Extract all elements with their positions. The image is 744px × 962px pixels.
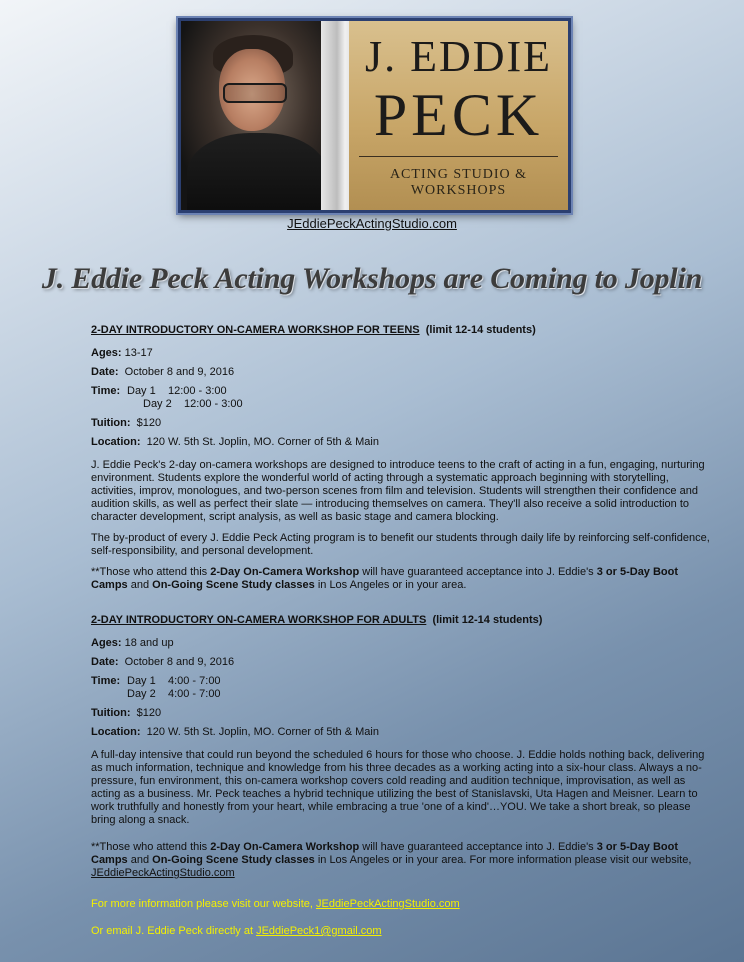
adults-note-scene-study: On-Going Scene Study classes [152, 854, 315, 866]
teens-note [91, 566, 711, 592]
teens-day2: Day 2 12:00 - 3:00 [143, 398, 243, 410]
logo-divider [359, 156, 558, 157]
adults-ages-value: 18 and up [124, 637, 174, 649]
teens-note-mid1: will have guaranteed acceptance into J. Eddie's [359, 566, 597, 578]
teens-location-value: 120 W. 5th St. Joplin, MO. Corner of 5th & Main [146, 436, 379, 448]
teens-time [91, 385, 711, 411]
portrait-glasses [223, 83, 287, 103]
teens-note-scene-study: On-Going Scene Study classes [152, 579, 315, 591]
adults-note-mid2: and [127, 854, 153, 866]
adults-tuition [91, 707, 711, 720]
adults-location-value: 120 W. 5th St. Joplin, MO. Corner of 5th & Main [146, 726, 379, 738]
teens-description: J. Eddie Peck's 2-day on-camera workshops are designed to introduce teens to the craft of acting in a fun, engaging, nurturing environment. Students explore the wonderful world of acting through a systematic approach beginning with storytelling, activities, improv, monologues, and two-person scenes from film and television. Students will strengthen their confidence and audition skills, as well as perfect their slate — introducing themselves on camera. They'll also receive a solid introduction to character development, script analysis, as well as basic stage and camera blocking. [91, 459, 705, 523]
footer-info [91, 898, 711, 911]
adults-ages-label: Ages: [91, 637, 122, 649]
teens-note-mid2: and [127, 579, 153, 591]
adults-note-post: in Los Angeles or in your area. For more information please visit our website, [314, 854, 692, 866]
teens-date [91, 366, 711, 379]
teens-ages [91, 347, 711, 360]
logo-line-1: J. EDDIE [364, 32, 553, 81]
adults-note-website-link[interactable]: JEddiePeckActingStudio.com [91, 867, 235, 879]
teens-ages-label: Ages: [91, 347, 122, 359]
portrait-photo [181, 21, 326, 210]
teens-time-label: Time: [91, 385, 121, 397]
teens-ages-value: 13-17 [124, 347, 153, 359]
adults-date-label: Date: [91, 656, 119, 668]
teens-location-label: Location: [91, 436, 141, 448]
teens-section-title [91, 324, 711, 337]
page-headline: J. Eddie Peck Acting Workshops are Coming to Joplin [41, 262, 703, 295]
adults-date [91, 656, 711, 669]
studio-logo [349, 21, 568, 210]
footer-website-link[interactable]: JEddiePeckActingStudio.com [315, 898, 460, 910]
adults-note-bootcamps: 3 or 5-Day Boot Camps [91, 841, 679, 866]
teens-note-post: in Los Angeles or in your area. [314, 579, 467, 591]
teens-date-label: Date: [91, 366, 119, 378]
portrait-shirt [187, 133, 327, 213]
adults-title-text: 2-DAY INTRODUCTORY ON-CAMERA WORKSHOP FOR ADULTS [91, 614, 427, 626]
header-banner [178, 18, 571, 213]
adults-ages [91, 637, 711, 650]
main-content [91, 324, 711, 952]
adults-time [91, 675, 711, 701]
adults-note [91, 841, 711, 880]
teens-tuition-label: Tuition: [91, 417, 131, 429]
logo-line-3: ACTING STUDIO & WORKSHOPS [389, 167, 528, 198]
website-link[interactable]: JEddiePeckActingStudio.com [287, 216, 457, 231]
teens-note-pre: **Those who attend this [91, 566, 211, 578]
adults-tuition-value: $120 [136, 707, 162, 719]
adults-note-pre: **Those who attend this [91, 841, 211, 853]
adults-limit: (limit 12-14 students) [432, 614, 543, 626]
footer-info-text: For more information please visit our website, [91, 898, 316, 910]
adults-day2: Day 2 4:00 - 7:00 [127, 688, 221, 700]
footer-email-text: Or email J. Eddie Peck directly at [91, 925, 257, 937]
teens-tuition-value: $120 [136, 417, 162, 429]
teens-limit: (limit 12-14 students) [425, 324, 536, 336]
adults-location [91, 726, 711, 739]
logo-line-2: PECK [373, 82, 544, 148]
adults-time-label: Time: [91, 675, 121, 687]
adults-tuition-label: Tuition: [91, 707, 131, 719]
adults-section-title [91, 614, 711, 627]
adults-day1: Day 1 4:00 - 7:00 [127, 675, 221, 687]
adults-description: A full-day intensive that could run beyond the scheduled 6 hours for those who choose. J. Eddie holds nothing back, delivering as much information, technique and knowledge from his three decades as a working acting into a six-hour class. Always a no-pressure, fun environment, this on-camera workshop covers cold reading and audition technique, improvisation, as well as acting as a business. Mr. Peck teaches a hybrid technique utilizing the best of Stanislavski, Uta Hagen and Meisner. Learn to work truthfully and honestly from your heart, while embracing a true 'one of a kind'…YOU. We take a short break, so please bring along a snack. [91, 749, 705, 826]
adults-note-mid1: will have guaranteed acceptance into J. Eddie's [359, 841, 597, 853]
adults-location-label: Location: [91, 726, 141, 738]
teens-benefit: The by-product of every J. Eddie Peck Acting program is to benefit our students through daily life by reinforcing self-confidence, self-responsibility, and personal development. [91, 532, 710, 557]
teens-title-text: 2-DAY INTRODUCTORY ON-CAMERA WORKSHOP FOR TEENS [91, 324, 420, 336]
teens-day1: Day 1 12:00 - 3:00 [127, 385, 227, 397]
teens-location [91, 436, 711, 449]
teens-note-workshop: 2-Day On-Camera Workshop [210, 566, 360, 578]
teens-tuition [91, 417, 711, 430]
footer-email [91, 925, 711, 938]
adults-date-value: October 8 and 9, 2016 [124, 656, 235, 668]
teens-date-value: October 8 and 9, 2016 [124, 366, 235, 378]
teens-note-bootcamps: 3 or 5-Day Boot Camps [91, 566, 679, 591]
adults-note-workshop: 2-Day On-Camera Workshop [210, 841, 360, 853]
footer-email-link[interactable]: JEddiePeck1@gmail.com [256, 925, 382, 937]
